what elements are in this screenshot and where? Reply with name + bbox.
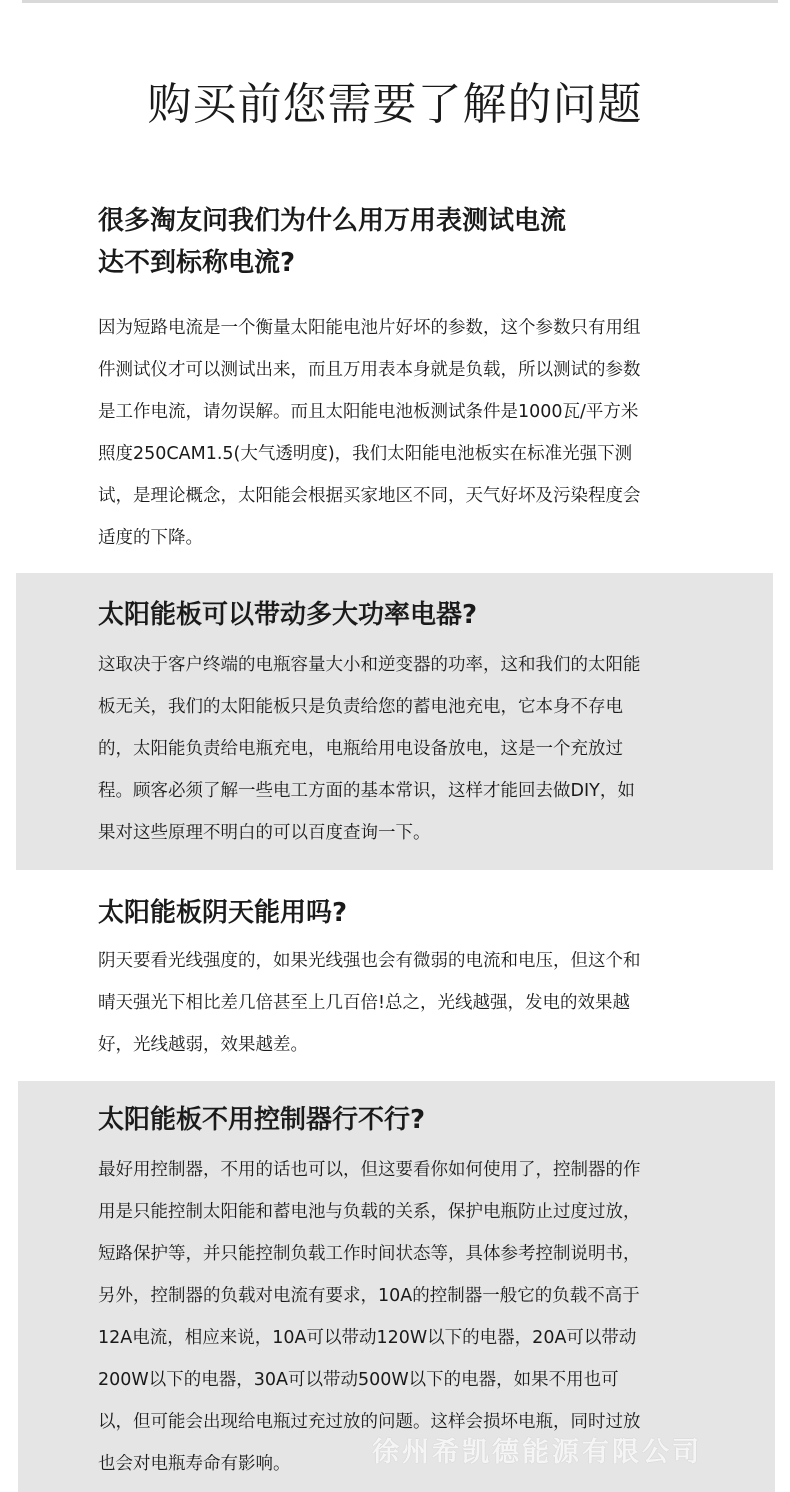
faq-section-3 [16,872,773,1077]
answer-line: 因为短路电流是一个衡量太阳能电池片好坏的参数，这个参数只有用组 [98,318,641,338]
answer-line: 这取决于客户终端的电瓶容量大小和逆变器的功率，这和我们的太阳能 [98,655,641,675]
answer-line: 最好用控制器，不用的话也可以，但这要看你如何使用了，控制器的作 [98,1160,641,1180]
faq-section-2 [16,573,773,870]
faq-answer [98,644,728,854]
answer-line: 试，是理论概念，太阳能会根据买家地区不同，天气好坏及污染程度会 [98,486,641,506]
faq-section-1 [16,190,773,570]
question-line: 太阳能板阴天能用吗? [98,898,348,928]
faq-question [98,1099,425,1141]
faq-question [98,594,477,636]
answer-line: 板无关，我们的太阳能板只是负责给您的蓄电池充电，它本身不存电 [98,697,623,717]
faq-answer [98,307,728,559]
answer-line: 阴天要看光线强度的，如果光线强也会有微弱的电流和电压，但这个和 [98,951,641,971]
answer-line: 程。顾客必须了解一些电工方面的基本常识，这样才能回去做DIY，如 [98,781,635,801]
answer-line: 短路保护等，并只能控制负载工作时间状态等，具体参考控制说明书， [98,1244,641,1264]
answer-line: 照度250CAM1.5(大气透明度)，我们太阳能电池板实在标准光强下测 [98,444,633,464]
question-line: 达不到标称电流? [98,248,296,278]
answer-line: 200W以下的电器，30A可以带动500W以下的电器，如果不用也可 [98,1370,619,1390]
answer-line: 果对这些原理不明白的可以百度查询一下。 [98,823,431,843]
question-line: 太阳能板不用控制器行不行? [98,1105,426,1135]
top-divider [22,0,778,3]
faq-answer [98,940,728,1066]
answer-line: 也会对电瓶寿命有影响。 [98,1454,291,1474]
company-watermark: 徐州希凯德能源有限公司 [372,1437,702,1468]
answer-line: 是工作电流，请勿误解。而且太阳能电池板测试条件是1000瓦/平方米 [98,402,639,422]
answer-line: 12A电流，相应来说，10A可以带动120W以下的电器，20A可以带动 [98,1328,637,1348]
answer-line: 好，光线越弱，效果越差。 [98,1035,308,1055]
answer-line: 另外，控制器的负载对电流有要求，10A的控制器一般它的负载不高于 [98,1286,640,1306]
question-line: 很多淘友问我们为什么用万用表测试电流 [98,206,567,236]
faq-question [98,200,566,284]
answer-line: 晴天强光下相比差几倍甚至上几百倍!总之，光线越强，发电的效果越 [98,993,631,1013]
faq-question [98,892,347,934]
question-line: 太阳能板可以带动多大功率电器? [98,600,478,630]
answer-line: 用是只能控制太阳能和蓄电池与负载的关系，保护电瓶防止过度过放， [98,1202,641,1222]
answer-line: 件测试仪才可以测试出来，而且万用表本身就是负载，所以测试的参数 [98,360,641,380]
answer-line: 以，但可能会出现给电瓶过充过放的问题。这样会损坏电瓶，同时过放 [98,1412,641,1432]
answer-line: 适度的下降。 [98,528,203,548]
answer-line: 的，太阳能负责给电瓶充电，电瓶给用电设备放电，这是一个充放过 [98,739,623,759]
page-title: 购买前您需要了解的问题 [147,79,643,130]
